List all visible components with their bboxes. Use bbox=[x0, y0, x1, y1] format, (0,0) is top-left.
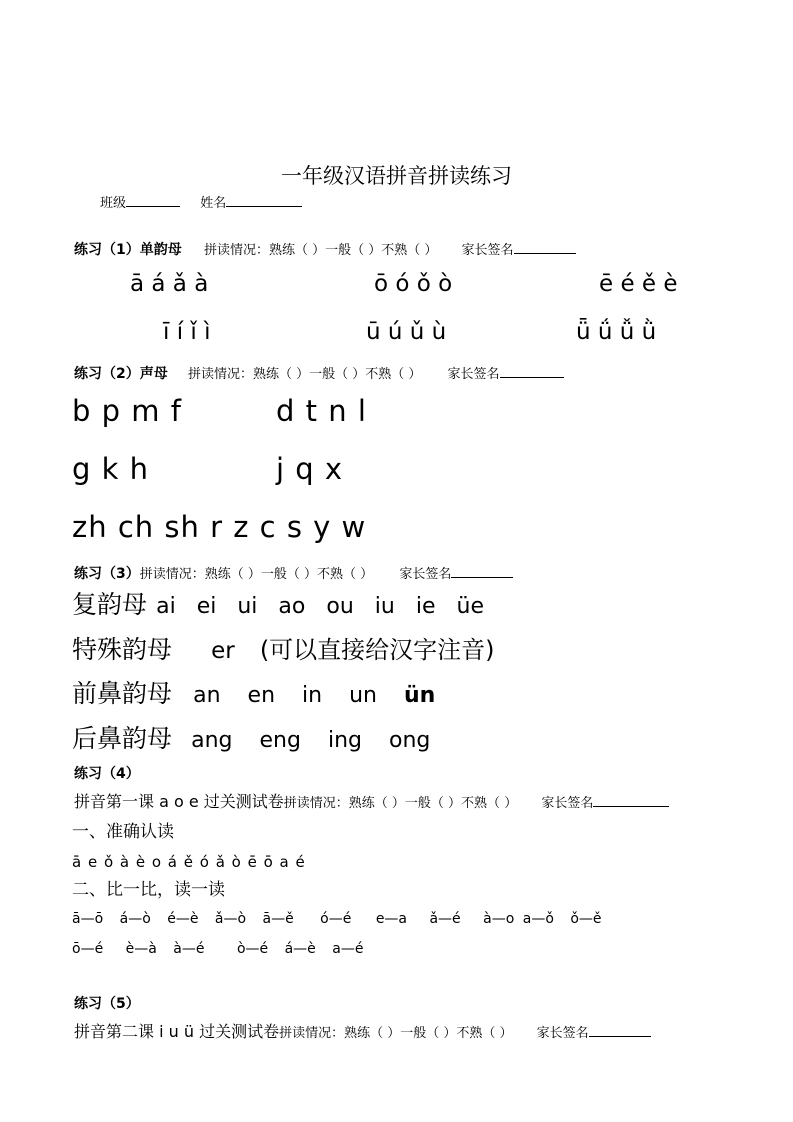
practice4-sign-label: 家长签名 bbox=[541, 796, 594, 811]
practice2-sign-label: 家长签名 bbox=[447, 367, 500, 382]
compare-pair: é—è bbox=[167, 911, 199, 927]
special-final-name: 特殊韵母 bbox=[72, 635, 173, 664]
compare-pair: e—a bbox=[375, 911, 408, 927]
compare-pair: ā—ě bbox=[262, 911, 294, 927]
compare-pair: a—é bbox=[332, 941, 364, 957]
final-item: un bbox=[349, 683, 377, 708]
final-item: ing bbox=[327, 728, 362, 753]
practice2-header bbox=[74, 365, 564, 381]
practice5-header bbox=[74, 1024, 651, 1040]
practice2-status: 拼读情况：熟练（ ）一般（ ）不熟（ ） bbox=[187, 367, 422, 382]
practice4-test-title: 拼音第一课 a o e 过关测试卷 bbox=[74, 792, 284, 811]
final-item: iu bbox=[374, 594, 395, 619]
practice3-label: 练习（3） bbox=[74, 566, 140, 582]
practice5-test-title: 拼音第二课 i u ü 过关测试卷 bbox=[74, 1022, 280, 1041]
practice5-sign-label: 家长签名 bbox=[536, 1026, 589, 1041]
compare-pair: a—ǒ bbox=[522, 911, 554, 927]
back-nasal-row bbox=[72, 726, 430, 752]
practice4-label: 练习（4） bbox=[74, 766, 140, 782]
practice1-label: 练习（1）单韵母 bbox=[74, 242, 182, 258]
page-title: 一年级汉语拼音拼读练习 bbox=[281, 164, 512, 188]
final-item: ong bbox=[388, 728, 431, 753]
practice4-sign-blank[interactable] bbox=[593, 795, 669, 807]
student-info-row bbox=[100, 195, 302, 210]
practice4-status: 拼读情况：熟练（ ）一般（ ）不熟（ ） bbox=[283, 796, 518, 811]
final-item: ou bbox=[326, 594, 354, 619]
initials-jqx: j q x bbox=[276, 452, 344, 486]
front-nasal-name: 前鼻韵母 bbox=[72, 679, 173, 708]
special-final-note: (可以直接给汉字注音) bbox=[259, 636, 495, 664]
name-label: 姓名 bbox=[200, 196, 227, 211]
final-item: ui bbox=[237, 594, 258, 619]
practice3-header bbox=[74, 565, 513, 581]
compare-row-2 bbox=[72, 942, 363, 956]
section1-line: ā e ǒ à è o á ě ó ǎ ò ē ō a é bbox=[72, 853, 306, 871]
practice3-sign-blank[interactable] bbox=[451, 566, 513, 578]
single-vowels-o: ō ó ǒ ò bbox=[374, 271, 453, 297]
compare-row-1 bbox=[72, 912, 602, 926]
single-vowels-v: ǖ ǘ ǚ ǜ bbox=[576, 319, 657, 345]
section1-heading: 一、准确认读 bbox=[72, 822, 174, 842]
initials-bpmf: b p m f bbox=[72, 394, 182, 428]
initials-dtnl: d t n l bbox=[276, 394, 367, 428]
compare-pair: ò—é bbox=[236, 941, 269, 957]
single-vowels-e: ē é ě è bbox=[599, 271, 678, 297]
compare-pair: ǒ—ě bbox=[570, 911, 602, 927]
practice1-header bbox=[74, 241, 576, 257]
special-final-row bbox=[72, 637, 495, 663]
compare-pair: à—é bbox=[173, 941, 205, 957]
final-item: ei bbox=[196, 594, 217, 619]
practice1-sign-blank[interactable] bbox=[514, 242, 576, 254]
practice4-header bbox=[74, 794, 669, 810]
compare-pair: ǎ—é bbox=[429, 911, 461, 927]
final-item: ün bbox=[403, 683, 436, 708]
compare-pair: ō—é bbox=[72, 941, 104, 957]
name-blank[interactable] bbox=[226, 195, 302, 207]
final-item: üe bbox=[456, 594, 484, 619]
practice3-status: 拼读情况：熟练（ ）一般（ ）不熟（ ） bbox=[139, 567, 374, 582]
compare-pair: ā—ō bbox=[72, 911, 104, 927]
section2-heading: 二、比一比，读一读 bbox=[72, 880, 225, 900]
single-vowels-i: ī í ǐ ì bbox=[163, 319, 211, 345]
final-item: ai bbox=[156, 594, 176, 619]
front-nasal-row bbox=[72, 681, 435, 707]
final-item: eng bbox=[259, 728, 301, 753]
final-item: ao bbox=[278, 594, 306, 619]
special-final-item: er bbox=[211, 638, 235, 664]
initials-gkh: g k h bbox=[72, 452, 150, 486]
practice3-sign-label: 家长签名 bbox=[399, 567, 452, 582]
initials-zh-w: zh ch sh r z c s y w bbox=[72, 510, 367, 544]
compare-pair: à—o bbox=[483, 911, 515, 927]
practice5-label: 练习（5） bbox=[74, 996, 140, 1012]
final-item: ang bbox=[191, 728, 233, 753]
back-nasal-name: 后鼻韵母 bbox=[72, 724, 173, 753]
final-item: an bbox=[193, 683, 221, 708]
class-blank[interactable] bbox=[126, 195, 180, 207]
final-item: ie bbox=[415, 594, 436, 619]
class-label: 班级 bbox=[100, 196, 127, 211]
final-item: en bbox=[247, 683, 276, 708]
single-vowels-u: ū ú ǔ ù bbox=[366, 319, 447, 345]
practice2-sign-blank[interactable] bbox=[500, 366, 564, 378]
compare-pair: è—à bbox=[125, 941, 157, 957]
final-item: in bbox=[302, 683, 323, 708]
practice1-status: 拼读情况：熟练（ ）一般（ ）不熟（ ） bbox=[203, 243, 438, 258]
compare-pair: ǎ—ò bbox=[214, 911, 247, 927]
practice2-label: 练习（2）声母 bbox=[74, 366, 168, 382]
compare-pair: ó—é bbox=[320, 911, 352, 927]
practice1-sign-label: 家长签名 bbox=[461, 243, 514, 258]
single-vowels-a: ā á ǎ à bbox=[130, 271, 209, 297]
practice5-sign-blank[interactable] bbox=[589, 1025, 651, 1037]
compare-pair: á—è bbox=[284, 941, 316, 957]
compound-finals-row bbox=[72, 592, 484, 618]
compare-pair: á—ò bbox=[119, 911, 151, 927]
practice5-status: 拼读情况：熟练（ ）一般（ ）不熟（ ） bbox=[279, 1026, 513, 1041]
compound-finals-name: 复韵母 bbox=[72, 590, 148, 619]
